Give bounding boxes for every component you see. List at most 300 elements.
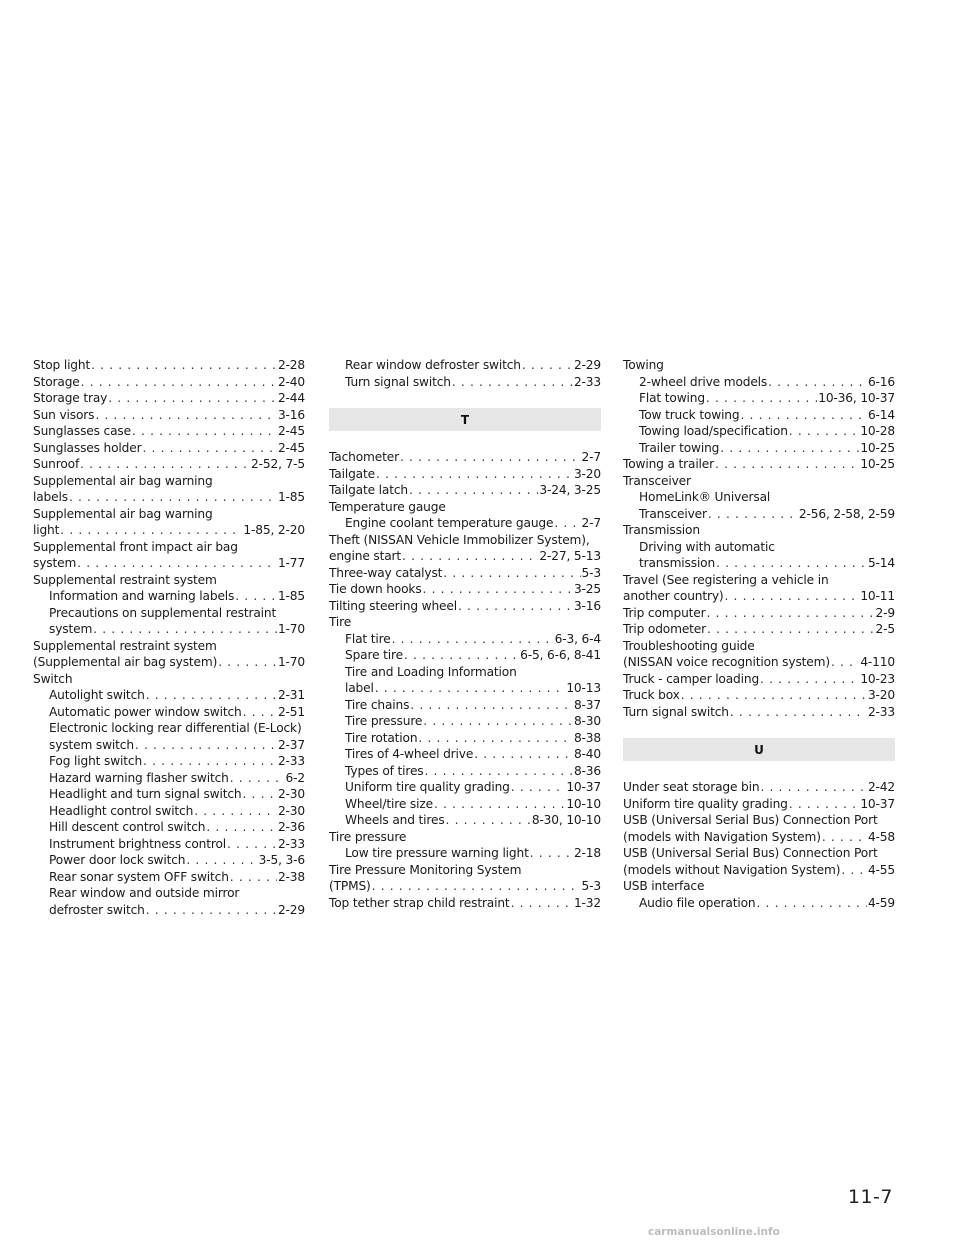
entry-page-ref: 6-5, 6-6, 8-41	[520, 648, 601, 662]
dot-leader	[146, 687, 277, 704]
entry-page-ref: 2-45	[277, 440, 305, 455]
entry-page-ref: 2-33	[277, 754, 305, 768]
dot-leader	[681, 687, 867, 704]
index-entry	[329, 647, 601, 664]
entry-term: Storage tray	[33, 391, 108, 405]
dot-leader	[474, 746, 573, 763]
entry-term: Under seat storage bin	[623, 780, 760, 794]
index-entry	[33, 836, 305, 853]
entry-term: Supplemental front impact air bag	[33, 539, 238, 554]
entry-page-ref: 2-29	[573, 358, 601, 372]
entry-term: Towing a trailer	[623, 457, 714, 471]
index-entry	[623, 779, 895, 796]
dot-leader	[716, 555, 867, 572]
entry-term: Truck - camper loading	[623, 671, 760, 686]
entry-term: Tire pressure	[345, 714, 423, 728]
index-entry	[623, 539, 895, 556]
dot-leader	[706, 390, 817, 407]
entry-term: Switch	[33, 671, 73, 686]
dot-leader	[91, 357, 277, 374]
index-entry	[33, 374, 305, 391]
index-entry	[329, 357, 601, 374]
entry-term: (NISSAN voice recognition system)	[623, 655, 830, 669]
index-entry	[33, 390, 305, 407]
index-entry	[33, 440, 305, 457]
entry-term: Fog light switch	[49, 754, 143, 768]
index-entry	[623, 671, 895, 688]
index-entry	[329, 499, 601, 516]
entry-page-ref: 8-37	[573, 697, 601, 712]
index-entry	[329, 565, 601, 582]
index-entry	[623, 440, 895, 457]
dot-leader	[142, 440, 276, 457]
entry-page-ref: 8-30	[573, 714, 601, 728]
dot-leader	[376, 466, 573, 483]
index-entry	[33, 522, 305, 539]
dot-leader	[423, 713, 573, 730]
entry-term: Tire and Loading Information	[345, 664, 517, 679]
entry-term: Supplemental restraint system	[33, 638, 217, 653]
dot-leader	[725, 588, 860, 605]
entry-term: Spare tire	[345, 648, 403, 662]
dot-leader	[243, 786, 277, 803]
entry-page-ref: 6-16	[867, 374, 895, 389]
entry-page-ref: 10-25	[860, 440, 895, 455]
index-entry	[623, 605, 895, 622]
entry-term: Tachometer	[329, 450, 399, 464]
entry-page-ref: 10-37	[860, 796, 895, 811]
entry-term: Low tire pressure warning light	[345, 846, 529, 860]
entry-term: Travel (See registering a vehicle in	[623, 572, 829, 587]
index-entry	[623, 473, 895, 490]
entry-page-ref: 2-38	[277, 869, 305, 884]
index-entry	[329, 796, 601, 813]
entry-term: Tire Pressure Monitoring System	[329, 862, 522, 877]
dot-leader	[392, 631, 554, 648]
entry-term: Headlight control switch	[49, 803, 194, 818]
entry-page-ref: 1-85	[277, 589, 305, 603]
index-entry	[33, 770, 305, 787]
entry-term: Wheels and tires	[345, 813, 445, 827]
entry-term: Transceiver	[623, 473, 691, 488]
index-entry	[329, 895, 601, 912]
index-entry	[329, 532, 601, 549]
entry-term: Audio file operation	[639, 895, 756, 910]
dot-leader	[80, 456, 250, 473]
index-entry	[623, 423, 895, 440]
entry-term: (models without Navigation System)	[623, 862, 841, 877]
entry-page-ref: 10-28	[860, 424, 895, 438]
dot-leader	[425, 763, 573, 780]
dot-leader	[511, 779, 566, 796]
dot-leader	[230, 770, 285, 787]
entries-t	[329, 449, 601, 911]
index-entry	[33, 704, 305, 721]
index-entry	[329, 598, 601, 615]
dot-leader	[409, 482, 538, 499]
dot-leader	[831, 654, 859, 671]
dot-leader	[404, 647, 519, 664]
dot-leader	[756, 895, 866, 912]
entry-term: (Supplemental air bag system)	[33, 655, 218, 669]
dot-leader	[822, 829, 867, 846]
entry-term: Troubleshooting guide	[623, 638, 755, 653]
dot-leader	[410, 697, 573, 714]
entry-term: Tire	[329, 615, 352, 629]
index-entry	[33, 506, 305, 523]
index-entry	[33, 605, 305, 622]
entry-page-ref: 2-18	[573, 846, 601, 860]
entry-term: Electronic locking rear differential (E-Lock)	[49, 721, 302, 735]
entry-term: Tire pressure	[329, 829, 407, 844]
index-entry	[33, 539, 305, 556]
index-entry	[623, 704, 895, 721]
entry-term: Transmission	[623, 523, 700, 537]
entry-page-ref: 1-85	[277, 490, 305, 504]
index-entry	[623, 796, 895, 813]
entry-term: Supplemental restraint system	[33, 572, 217, 587]
index-entry	[623, 862, 895, 879]
entry-page-ref: 1-32	[573, 895, 601, 910]
dot-leader	[69, 489, 277, 506]
entry-term: Tilting steering wheel	[329, 598, 457, 613]
dot-leader	[841, 862, 867, 879]
entry-term: (models with Navigation System)	[623, 829, 821, 844]
entry-term: Trailer towing	[639, 440, 720, 455]
index-entry	[33, 902, 305, 919]
index-entry	[33, 572, 305, 589]
entry-term: USB (Universal Serial Bus) Connection Port	[623, 846, 878, 860]
dot-leader	[95, 407, 277, 424]
index-entry	[33, 671, 305, 688]
dot-leader	[730, 704, 867, 721]
index-entry	[623, 654, 895, 671]
dot-leader	[81, 374, 277, 391]
entry-page-ref: 2-45	[277, 424, 305, 438]
dot-leader	[93, 621, 277, 638]
entry-term: Instrument brightness control	[49, 836, 226, 851]
entry-page-ref: 10-36, 10-37	[818, 391, 895, 405]
entry-page-ref: 2-5	[875, 622, 895, 636]
index-entry	[623, 489, 895, 506]
entry-page-ref: 2-29	[277, 902, 305, 917]
entry-term: Theft (NISSAN Vehicle Immobilizer System),	[329, 532, 590, 547]
entry-term: Engine coolant temperature gauge	[345, 516, 554, 530]
entry-term: Power door lock switch	[49, 853, 186, 867]
section-letter-t: T	[460, 412, 470, 427]
entry-page-ref: 3-16	[277, 407, 305, 422]
entry-page-ref: 4-110	[860, 655, 895, 669]
index-entry	[329, 779, 601, 796]
entry-term: engine start	[329, 549, 402, 563]
entry-term: Three-way catalyst	[329, 565, 443, 580]
index-entry	[623, 878, 895, 895]
dot-leader	[146, 902, 277, 919]
entry-page-ref: 2-37	[277, 737, 305, 752]
entry-page-ref: 10-11	[860, 589, 895, 603]
dot-leader	[452, 374, 573, 391]
index-column-3	[623, 357, 895, 911]
index-entry	[623, 687, 895, 704]
index-entry	[623, 555, 895, 572]
index-entry	[33, 638, 305, 655]
entry-term: Sunroof	[33, 457, 80, 471]
entry-term: Tires of 4-wheel drive	[345, 747, 474, 761]
entry-page-ref: 2-36	[277, 820, 305, 834]
index-entry	[33, 588, 305, 605]
dot-leader	[707, 621, 875, 638]
dot-leader	[768, 374, 867, 391]
dot-leader	[446, 812, 531, 829]
entry-page-ref: 3-25	[573, 582, 601, 596]
entry-page-ref: 6-3, 6-4	[554, 631, 601, 646]
entry-page-ref: 2-56, 2-58, 2-59	[798, 506, 895, 521]
dot-leader	[375, 680, 566, 697]
entry-term: Tire chains	[345, 697, 410, 712]
entry-term: labels	[33, 490, 68, 504]
entry-page-ref: 10-23	[860, 671, 895, 686]
entries-t-continued	[623, 357, 895, 720]
entries-s	[33, 357, 305, 918]
entry-term: Hill descent control switch	[49, 820, 206, 834]
index-entry	[329, 482, 601, 499]
index-entry	[33, 720, 305, 737]
entry-term: USB (Universal Serial Bus) Connection Port	[623, 813, 878, 827]
entry-page-ref: 8-30, 10-10	[531, 813, 601, 827]
dot-leader	[458, 598, 573, 615]
dot-leader	[760, 671, 859, 688]
index-entry	[329, 614, 601, 631]
entry-term: label	[345, 681, 374, 695]
index-entry	[623, 506, 895, 523]
entry-page-ref: 3-20	[867, 688, 895, 702]
index-entry	[33, 753, 305, 770]
entry-term: Tire rotation	[345, 730, 418, 745]
entry-term: Autolight switch	[49, 688, 145, 702]
entry-term: Rear sonar system OFF switch	[49, 869, 229, 884]
entry-term: Driving with automatic	[639, 539, 775, 554]
index-entry	[33, 786, 305, 803]
index-entry	[623, 374, 895, 391]
index-entry	[329, 878, 601, 895]
dot-leader	[434, 796, 565, 813]
index-entry	[33, 456, 305, 473]
index-column-1	[33, 357, 305, 918]
index-entry	[623, 390, 895, 407]
page-number: 11-7	[847, 1186, 893, 1208]
index-entry	[33, 852, 305, 869]
index-entry	[623, 895, 895, 912]
entry-page-ref: 2-7	[581, 450, 601, 464]
dot-leader	[708, 506, 798, 523]
entry-term: Supplemental air bag warning	[33, 473, 213, 488]
dot-leader	[108, 390, 277, 407]
dot-leader	[243, 704, 277, 721]
entry-term: Precautions on supplemental restraint	[49, 605, 277, 620]
entry-page-ref: 4-55	[867, 862, 895, 877]
entry-term: Headlight and turn signal switch	[49, 787, 242, 801]
index-entry	[329, 746, 601, 763]
dot-leader	[77, 555, 277, 572]
index-entry	[33, 407, 305, 424]
index-entry	[623, 572, 895, 589]
dot-leader	[511, 895, 573, 912]
index-entry	[329, 862, 601, 879]
entry-term: USB interface	[623, 879, 705, 893]
entry-page-ref: 2-9	[875, 605, 895, 620]
entry-page-ref: 1-77	[277, 556, 305, 570]
entry-page-ref: 2-33	[277, 836, 305, 851]
dot-leader	[423, 581, 573, 598]
entry-term: system	[49, 622, 93, 636]
dot-leader	[235, 588, 277, 605]
entry-term: Stop light	[33, 358, 91, 372]
dot-leader	[372, 878, 581, 895]
index-entry	[623, 621, 895, 638]
entry-page-ref: 1-85, 2-20	[243, 523, 305, 537]
entry-page-ref: 2-40	[277, 374, 305, 389]
entry-term: Wheel/tire size	[345, 796, 433, 811]
entry-term: Tow truck towing	[639, 407, 740, 422]
entry-term: another country)	[623, 589, 724, 603]
index-entry	[329, 515, 601, 532]
index-entry	[623, 357, 895, 374]
entry-page-ref: 3-20	[573, 466, 601, 481]
dot-leader	[707, 605, 875, 622]
entry-term: 2-wheel drive models	[639, 374, 768, 389]
entry-page-ref: 8-38	[573, 730, 601, 745]
entry-term: HomeLink® Universal	[639, 490, 771, 504]
entry-page-ref: 2-30	[277, 787, 305, 801]
entry-term: Top tether strap child restraint	[329, 895, 510, 910]
index-entry	[33, 621, 305, 638]
index-entry	[623, 522, 895, 539]
entry-page-ref: 5-3	[581, 565, 601, 580]
watermark-text: carmanualsonline.info	[648, 1226, 780, 1238]
entry-term: Transceiver	[639, 506, 707, 521]
entry-page-ref: 3-5, 3-6	[258, 853, 305, 867]
entry-page-ref: 3-24, 3-25	[539, 483, 601, 497]
entry-page-ref: 5-14	[867, 556, 895, 570]
entry-page-ref: 4-59	[867, 895, 895, 910]
entry-page-ref: 3-16	[573, 598, 601, 613]
index-entry	[329, 664, 601, 681]
entry-term: Uniform tire quality grading	[345, 780, 510, 794]
entries-s-continued	[329, 357, 601, 390]
entry-term: Rear window defroster switch	[345, 358, 521, 372]
entry-term: light	[33, 523, 60, 537]
entry-page-ref: 6-14	[867, 407, 895, 422]
index-entry	[329, 812, 601, 829]
dot-leader	[715, 456, 859, 473]
dot-leader	[789, 423, 860, 440]
entry-term: Hazard warning flasher switch	[49, 770, 229, 785]
entry-page-ref: 8-36	[573, 763, 601, 778]
index-entry	[623, 845, 895, 862]
entry-page-ref: 2-42	[867, 780, 895, 794]
entry-page-ref: 2-44	[277, 391, 305, 405]
index-entry	[329, 374, 601, 391]
entry-page-ref: 8-40	[573, 747, 601, 761]
index-entry	[329, 631, 601, 648]
index-entry	[623, 829, 895, 846]
dot-leader	[135, 737, 277, 754]
index-entry	[329, 763, 601, 780]
entry-page-ref: 2-33	[573, 374, 601, 389]
entry-term: defroster switch	[49, 902, 145, 917]
index-entry	[33, 423, 305, 440]
entry-term: Truck box	[623, 688, 680, 702]
index-entry	[623, 588, 895, 605]
index-entry	[623, 456, 895, 473]
index-entry	[33, 819, 305, 836]
entry-page-ref: 10-10	[566, 796, 601, 811]
dot-leader	[443, 565, 580, 582]
entry-term: Rear window and outside mirror	[49, 886, 240, 900]
entry-page-ref: 4-58	[867, 829, 895, 844]
entry-page-ref: 2-28	[277, 358, 305, 372]
index-entry	[329, 730, 601, 747]
entry-page-ref: 10-25	[860, 457, 895, 471]
entry-page-ref: 2-31	[277, 688, 305, 702]
entries-u	[623, 779, 895, 911]
section-header-u	[623, 738, 895, 761]
index-entry	[329, 713, 601, 730]
entry-page-ref: 5-3	[581, 879, 601, 893]
index-entry	[329, 845, 601, 862]
entry-term: Sunglasses case	[33, 424, 131, 438]
index-entry	[623, 638, 895, 655]
section-header-t	[329, 408, 601, 431]
entry-term: system	[33, 556, 77, 570]
entry-term: Tie down hooks	[329, 582, 422, 596]
entry-term: Types of tires	[345, 763, 424, 778]
dot-leader	[418, 730, 573, 747]
entry-term: Tailgate latch	[329, 483, 408, 497]
entry-term: Towing load/specification	[639, 424, 788, 438]
dot-leader	[740, 407, 866, 424]
entry-term: Storage	[33, 374, 80, 389]
index-entry	[623, 407, 895, 424]
entry-term: Sunglasses holder	[33, 440, 142, 455]
dot-leader	[227, 836, 277, 853]
entry-page-ref: 2-7	[581, 516, 601, 530]
index-entry	[33, 687, 305, 704]
index-entry	[623, 812, 895, 829]
entry-term: Flat tire	[345, 631, 391, 646]
index-entry	[33, 803, 305, 820]
dot-leader	[132, 423, 277, 440]
dot-leader	[760, 779, 866, 796]
entry-term: (TPMS)	[329, 879, 371, 893]
index-entry	[33, 654, 305, 671]
dot-leader	[400, 449, 581, 466]
entry-term: Tailgate	[329, 466, 375, 481]
index-entry	[329, 449, 601, 466]
index-entry	[329, 548, 601, 565]
entry-term: Supplemental air bag warning	[33, 506, 213, 521]
dot-leader	[530, 845, 573, 862]
section-letter-u: U	[754, 742, 764, 757]
entry-page-ref: 2-27, 5-13	[539, 549, 601, 563]
entry-page-ref: 1-70	[277, 622, 305, 636]
entry-term: Turn signal switch	[345, 374, 451, 389]
entry-page-ref: 2-30	[277, 803, 305, 818]
entry-page-ref: 2-51	[277, 704, 305, 719]
entry-term: Temperature gauge	[329, 499, 446, 514]
index-entry	[33, 357, 305, 374]
entry-term: Flat towing	[639, 391, 705, 405]
